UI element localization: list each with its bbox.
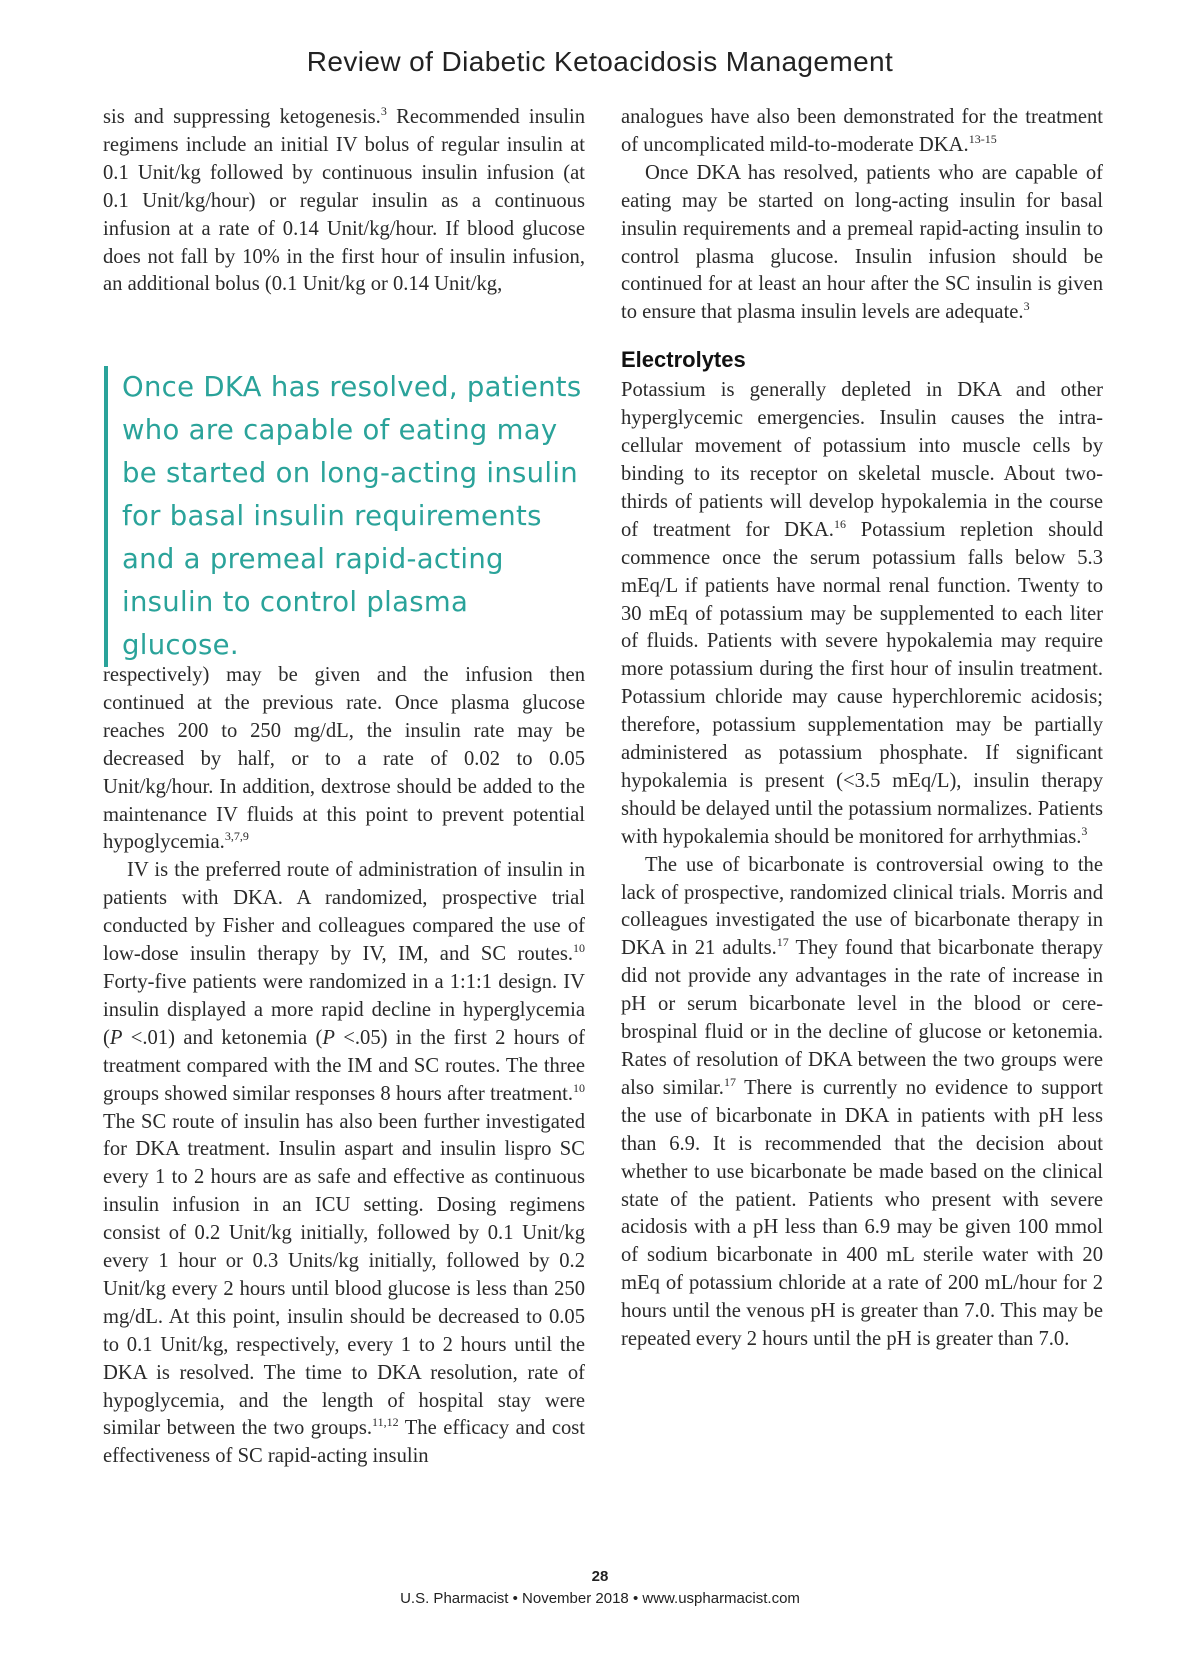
paragraph <box>621 377 1103 851</box>
text-run: Once DKA has resolved, patients who are capable of eating may be started on long-acting insulin for basal insulin requirements and a premeal rapid-acting insulin to control plasma glucose. Insulin infusion should be continued for at least an hour after the SC insulin is given to ensure that plasma insulin levels are adequate. <box>621 161 1103 324</box>
text-run: They found that bicarbonate therapy did not provide any advantages in the rate of increase in pH or serum bicarbonate level in the blood or cerebrospinal fluid or in the decline of glucose or ketonemia. Rates of resolution of DKA between the two groups were also similar. <box>621 937 1103 1099</box>
text-run: The efficacy and cost effectiveness of SC rapid-acting insulin <box>103 1417 585 1468</box>
citation: 17 <box>723 1074 736 1089</box>
paragraph <box>103 857 585 1471</box>
right-column <box>621 104 1103 1354</box>
citation: 10 <box>573 941 585 956</box>
left-column-top <box>103 104 585 299</box>
page-number: 28 <box>591 1568 609 1585</box>
citation: 3 <box>380 104 387 118</box>
p-value-symbol: P <box>322 1026 335 1049</box>
citation: 11,12 <box>372 1415 399 1430</box>
text-run: <.01) and ketonemia ( <box>122 1026 323 1049</box>
text-run: Recommended insulin regimens include an initial IV bolus of regular insulin at 0.1 Unit/kg followed by continuous insulin infusion (at 0.1 Unit/kg/hour) or regular insulin as a continuous infusion at a rate of 0.14 Unit/kg/hour. If blood glucose does not fall by 10% in the first hour of insulin infusion, an additional bolus (0.1 Unit/kg or 0.14 Unit/kg, <box>103 106 585 296</box>
citation: 3 <box>1023 299 1030 314</box>
paragraph <box>103 104 585 299</box>
text-run: sis and suppressing ketogenesis. <box>103 106 381 128</box>
citation: 3 <box>1081 823 1088 838</box>
text-run: analogues have also been demonstrated for the treatment of uncomplicated mild-to-moderate DKA. <box>621 106 1103 156</box>
text-run: Potassium is generally depleted in DKA and other hyperglycemic emergencies. Insulin causes the intracellular movement of potassium into muscle cells by binding to its receptor on skeletal muscle. About two-thirds of patients will develop hypokalemia in the course of treatment for DKA. <box>621 379 1103 541</box>
paragraph <box>621 160 1103 327</box>
publication-footer: U.S. Pharmacist • November 2018 • www.uspharmacist.com <box>400 1590 800 1607</box>
paragraph <box>621 852 1103 1354</box>
citation: 17 <box>776 935 789 950</box>
text-run: respectively) may be given and the infusion then continued at the previous rate. Once plasma glucose reaches 200 to 250 mg/dL, the insulin rate may be decreased by half, or to a rate of 0.02 to 0.05 Unit/kg/hour. In addition, dextrose should be added to the maintenance IV fluids at this point to prevent potential hypoglycemia. <box>103 664 585 854</box>
text-run: The use of bicarbonate is controversial owing to the lack of prospective, randomized clinical trials. Morris and colleagues investigated the use of bicarbonate therapy in DKA in 21 adults. <box>621 853 1103 960</box>
left-column-bottom <box>103 662 585 1471</box>
citation: 3,7,9 <box>224 829 249 844</box>
text-run: <.05) in the first 2 hours of treatment compared with the IM and SC routes. The three groups showed similar responses 8 hours after treatment. <box>103 1026 585 1105</box>
citation: 10 <box>573 1080 585 1095</box>
running-header: Review of Diabetic Ketoacidosis Management <box>306 46 894 77</box>
text-run: Potassium repletion should commence once the serum potassium falls below 5.3 mEq/L if patients have normal renal function. Twenty to 30 mEq of potassium may be supplemented to each liter of fluids. Patients with severe hypokalemia may require more potassium during the first hour of insulin treatment. Potassium chloride may cause hyperchloremic acidosis; therefore, potassium supplementation may be partially administered as potassium phosphate. If significant hypokalemia is present (<3.5 mEq/L), insulin therapy should be delayed until the potassium normalizes. Patients with hypokalemia should be monitored for arrhythmias. <box>621 518 1103 848</box>
pull-quote: Once DKA has resolved, patients who are capable of eating may be started on long-acting insulin for basal insulin requirements and a premeal rapid-acting insulin to control plasma glucose. <box>104 366 592 667</box>
text-run: IV is the preferred route of administration of insulin in patients with DKA. A randomized, prospective trial conducted by Fisher and colleagues compared the use of low-dose insulin therapy by IV, IM, and SC routes. <box>103 859 585 966</box>
paragraph <box>621 104 1103 160</box>
text-run: Forty-five patients were randomized in a 1:1:1 design. IV insulin displayed a more rapid decline in hyperglycemia ( <box>103 970 585 1049</box>
text-run: There is currently no evidence to support the use of bicarbonate in DKA in patients with pH less than 6.9. It is recommended that the decision about whether to use bicarbonate be made based on the clinical state of the patient. Patients who present with severe acidosis with a pH less than 6.9 may be given 100 mmol of sodium bicarbonate in 400 mL sterile water with 20 mEq of potassium chloride at a rate of 200 mL/hour for 2 hours until the venous pH is greater than 7.0. This may be repeated every 2 hours until the pH is greater than 7.0. <box>621 1076 1104 1351</box>
citation: 13-15 <box>968 131 997 146</box>
p-value-symbol: P <box>109 1026 123 1049</box>
citation: 16 <box>833 516 846 531</box>
paragraph <box>103 662 585 857</box>
text-run: The SC route of insulin has also been further investigated for DKA treatment. Insulin aspart and insulin lispro SC every 1 to 2 hours are as safe and effective as continuous insulin infusion in an ICU setting. Dosing regimens consist of 0.2 Unit/kg initially, followed by 0.1 Unit/kg every 1 hour or 0.3 Units/kg initially, followed by 0.2 Unit/kg every 2 hours until blood glucose is less than 250 mg/dL. At this point, insulin should be decreased to 0.05 to 0.1 Unit/kg, respectively, every 1 to 2 hours until the DKA is resolved. The time to DKA resolution, rate of hypoglycemia, and the length of hospital stay were similar between the two groups. <box>103 1110 585 1440</box>
section-heading: Electrolytes <box>621 347 746 373</box>
